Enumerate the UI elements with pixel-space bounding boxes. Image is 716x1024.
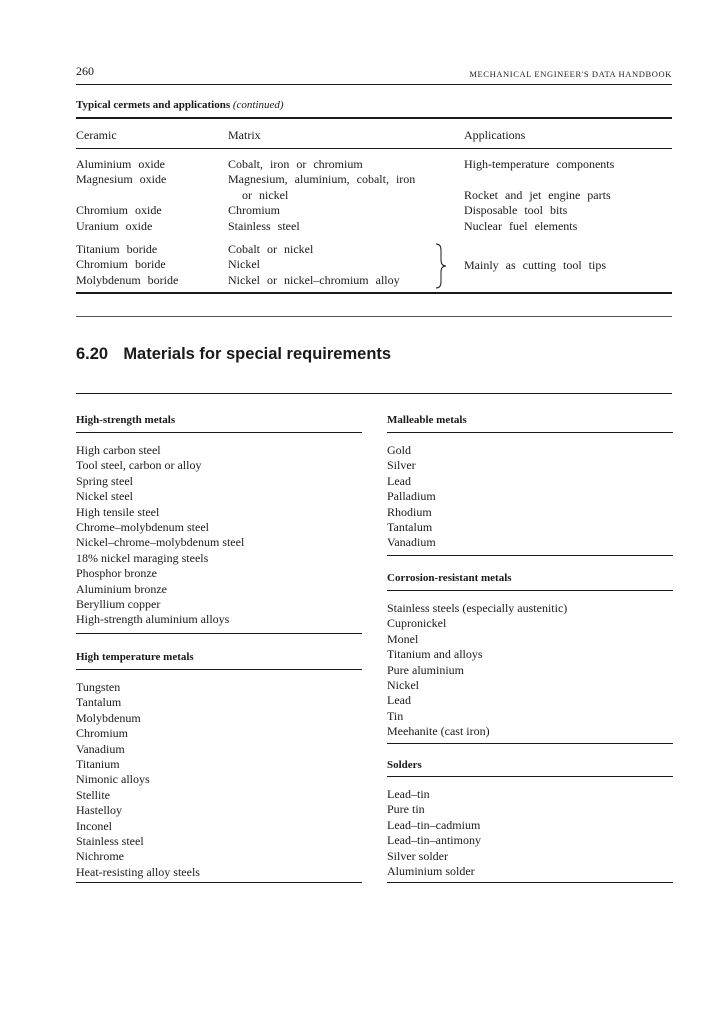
heading-rule bbox=[387, 432, 673, 433]
heading-rule bbox=[76, 669, 362, 670]
list-item: Lead–tin–antimony bbox=[387, 833, 481, 848]
table-cell: High-temperature components bbox=[464, 157, 615, 171]
list-item: Silver bbox=[387, 458, 416, 473]
heading-rule bbox=[76, 432, 362, 433]
list-high-temperature bbox=[76, 680, 200, 880]
table-cell bbox=[76, 188, 166, 203]
list-high-strength bbox=[76, 443, 244, 628]
list-item: Vanadium bbox=[387, 535, 436, 550]
list-solders bbox=[387, 787, 481, 879]
list-item: Nickel bbox=[387, 678, 419, 693]
list-item: Tungsten bbox=[76, 680, 121, 694]
list-item: Lead bbox=[387, 473, 411, 488]
heading-rule bbox=[387, 776, 673, 777]
col-header-rule bbox=[76, 148, 672, 149]
table-cell: Nuclear fuel elements bbox=[464, 218, 578, 233]
list-item: Cupronickel bbox=[387, 616, 447, 631]
list-item: High-strength aluminium alloys bbox=[76, 612, 230, 627]
list-item: Pure aluminium bbox=[387, 662, 464, 677]
list-item: Chromium bbox=[76, 726, 129, 741]
list-item: 18% nickel maraging steels bbox=[76, 550, 209, 565]
col-header-ceramic: Ceramic bbox=[76, 128, 117, 142]
table-bottom-rule bbox=[76, 292, 672, 294]
list-corrosion-resistant bbox=[387, 601, 567, 740]
list-item: Spring steel bbox=[76, 473, 133, 488]
list-end-rule bbox=[76, 882, 362, 883]
list-item: Lead–tin bbox=[387, 787, 430, 801]
section-rule bbox=[76, 393, 672, 394]
applications-group1 bbox=[464, 157, 614, 234]
list-item: Lead–tin–cadmium bbox=[387, 817, 481, 832]
list-item: Aluminium solder bbox=[387, 864, 475, 879]
list-item: High carbon steel bbox=[76, 443, 161, 457]
heading-malleable: Malleable metals bbox=[387, 414, 467, 426]
list-item: Meehanite (cast iron) bbox=[387, 724, 490, 739]
list-end-rule bbox=[387, 555, 673, 556]
table-cell: Disposable tool bits bbox=[464, 203, 568, 218]
table-cell: or nickel bbox=[242, 187, 289, 202]
running-title: MECHANICAL ENGINEER'S DATA HANDBOOK bbox=[469, 69, 672, 79]
list-end-rule bbox=[387, 743, 673, 744]
list-item: Nichrome bbox=[76, 849, 124, 864]
list-end-rule bbox=[387, 882, 673, 883]
list-end-rule bbox=[76, 633, 362, 634]
heading-rule bbox=[387, 590, 673, 591]
table-top-rule bbox=[76, 117, 672, 119]
table-cell bbox=[464, 172, 614, 187]
list-item: Phosphor bronze bbox=[76, 566, 157, 581]
table-title bbox=[76, 98, 284, 113]
table-cell: Cobalt, iron or chromium bbox=[228, 157, 363, 171]
section-heading bbox=[76, 345, 391, 364]
table-cell: Nickel bbox=[228, 257, 260, 272]
list-item: Nimonic alloys bbox=[76, 772, 150, 787]
matrix-group2 bbox=[228, 242, 400, 288]
list-item: Silver solder bbox=[387, 848, 448, 863]
list-item: Aluminium bronze bbox=[76, 581, 167, 596]
table-cell: Molybdenum boride bbox=[76, 272, 179, 287]
table-cell: Aluminium oxide bbox=[76, 157, 165, 171]
table-cell: Cobalt or nickel bbox=[228, 242, 314, 256]
list-item: Heat-resisting alloy steels bbox=[76, 864, 200, 879]
table-cell: Titanium boride bbox=[76, 242, 158, 256]
right-brace-icon bbox=[434, 242, 448, 290]
section-separator-rule bbox=[76, 316, 672, 317]
col-header-matrix: Matrix bbox=[228, 128, 261, 142]
list-item: Molybdenum bbox=[76, 710, 141, 725]
heading-corrosion-resistant: Corrosion-resistant metals bbox=[387, 572, 512, 584]
list-item: Stellite bbox=[76, 787, 110, 802]
table-cell: Stainless steel bbox=[228, 218, 300, 233]
section-title: Materials for special requirements bbox=[123, 345, 392, 363]
table-cell: Rocket and jet engine parts bbox=[464, 187, 611, 202]
ceramic-group1 bbox=[76, 157, 166, 234]
table-cell: Magnesium oxide bbox=[76, 172, 167, 187]
list-item: Tantalum bbox=[387, 520, 433, 535]
table-title-text: Typical cermets and applications bbox=[76, 99, 231, 111]
table-cell: Magnesium, aluminium, cobalt, iron bbox=[228, 172, 416, 187]
table-cell: Nickel or nickel–chromium alloy bbox=[228, 272, 400, 287]
list-item: Titanium and alloys bbox=[387, 647, 483, 662]
list-item: High tensile steel bbox=[76, 504, 160, 519]
list-item: Nickel–chrome–molybdenum steel bbox=[76, 535, 245, 550]
heading-high-strength: High-strength metals bbox=[76, 414, 176, 426]
table-cell: Uranium oxide bbox=[76, 218, 153, 233]
list-item: Inconel bbox=[76, 818, 112, 833]
list-item: Tin bbox=[387, 708, 404, 723]
list-item: Lead bbox=[387, 693, 411, 708]
col-header-applications: Applications bbox=[464, 128, 526, 142]
list-item: Stainless steel bbox=[76, 834, 144, 849]
section-number: 6.20 bbox=[76, 345, 109, 363]
page-number: 260 bbox=[76, 64, 94, 78]
header-rule bbox=[76, 84, 672, 85]
list-item: Nickel steel bbox=[76, 489, 133, 504]
heading-high-temperature: High temperature metals bbox=[76, 651, 194, 663]
table-title-suffix: (continued) bbox=[232, 99, 284, 111]
heading-solders: Solders bbox=[387, 759, 422, 771]
list-item: Tantalum bbox=[76, 695, 122, 710]
group2-application: Mainly as cutting tool tips bbox=[464, 258, 606, 272]
matrix-group1 bbox=[228, 157, 415, 234]
list-item: Pure tin bbox=[387, 802, 425, 817]
list-item: Titanium bbox=[76, 757, 120, 772]
list-item: Chrome–molybdenum steel bbox=[76, 520, 209, 535]
list-item: Vanadium bbox=[76, 741, 125, 756]
table-cell: Chromium boride bbox=[76, 257, 166, 272]
list-item: Gold bbox=[387, 443, 411, 457]
list-item: Stainless steels (especially austenitic) bbox=[387, 601, 568, 615]
table-cell: Chromium bbox=[228, 203, 281, 218]
table-cell: Chromium oxide bbox=[76, 203, 162, 218]
ceramic-group2 bbox=[76, 242, 178, 288]
list-item: Hastelloy bbox=[76, 803, 122, 818]
list-item: Tool steel, carbon or alloy bbox=[76, 458, 202, 473]
list-item: Monel bbox=[387, 631, 419, 646]
list-malleable bbox=[387, 443, 436, 551]
list-item: Palladium bbox=[387, 489, 436, 504]
list-item: Beryllium copper bbox=[76, 597, 161, 612]
list-item: Rhodium bbox=[387, 504, 432, 519]
